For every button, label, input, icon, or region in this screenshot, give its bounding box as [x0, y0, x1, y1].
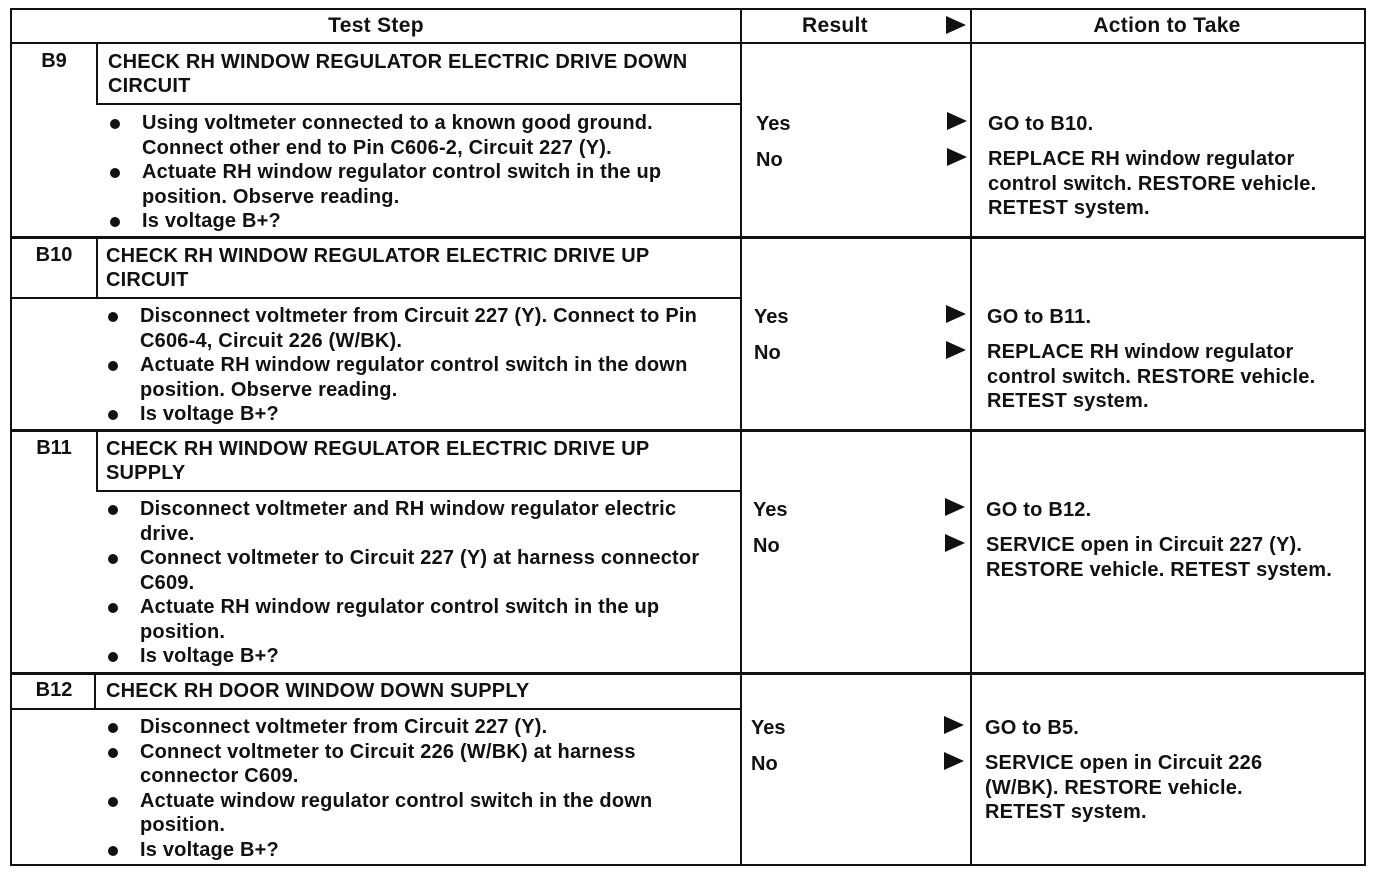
step-link: B10 — [1050, 113, 1088, 135]
bullet-item: Connect voltmeter to Circuit 226 (W/BK) at harness connector C609. — [104, 740, 714, 789]
bullet-item: Disconnect voltmeter from Circuit 227 (Y). — [104, 715, 714, 740]
bullet-item: Using voltmeter connected to a known good ground. Connect other end to Pin C606-2, Circuit 227 (Y). — [106, 111, 732, 160]
no-arrow-icon — [947, 148, 967, 166]
yes-arrow-icon — [946, 305, 966, 323]
bullet-item: Is voltage B+? — [104, 838, 714, 863]
action-text: GO to — [986, 499, 1049, 521]
bullet-item: Actuate RH window regulator control switch in the up position. Observe reading. — [106, 160, 732, 209]
step-id-divider — [96, 238, 98, 298]
header-result-arrow-icon — [946, 16, 966, 34]
result-no: No — [754, 342, 781, 364]
action-text: . — [1085, 306, 1092, 328]
no-arrow-icon — [944, 752, 964, 770]
yes-arrow-icon — [945, 498, 965, 516]
yes-arrow-icon — [947, 112, 967, 130]
result-no: No — [753, 535, 780, 557]
step-id: B10 — [35, 244, 73, 266]
bullet-item: Actuate RH window regulator control switch in the up position. — [104, 595, 704, 644]
header-result: Result — [740, 10, 970, 44]
action-text: GO to — [987, 306, 1050, 328]
row-divider — [12, 429, 1364, 432]
result-no: No — [751, 753, 778, 775]
no-arrow-icon — [945, 534, 965, 552]
step-id-divider — [94, 674, 96, 710]
step-id: B11 — [36, 437, 72, 459]
step-title: CHECK RH DOOR WINDOW DOWN SUPPLY — [106, 680, 530, 702]
action-yes — [988, 112, 1358, 137]
step-id: B9 — [41, 50, 67, 72]
step-title-underline — [12, 708, 740, 710]
step-title: CHECK RH WINDOW REGULATOR ELECTRIC DRIVE DOWN CIRCUIT — [108, 51, 688, 97]
bullet-item: Disconnect voltmeter and RH window regulator electric drive. — [104, 497, 704, 546]
step-bullets — [104, 304, 734, 427]
header-test-step: Test Step — [12, 10, 740, 44]
action-yes — [985, 716, 1355, 741]
action-text: GO to — [985, 717, 1048, 739]
action-yes — [986, 498, 1356, 523]
step-bullets — [104, 715, 714, 862]
action-no: SERVICE open in Circuit 227 (Y). RESTORE vehicle. RETEST system. — [986, 534, 1332, 581]
step-link: B11 — [1049, 306, 1086, 328]
step-bullets — [104, 497, 704, 669]
bullet-item: Disconnect voltmeter from Circuit 227 (Y). Connect to Pin C606-4, Circuit 226 (W/BK). — [104, 304, 734, 353]
step-bullets — [106, 111, 732, 234]
divider-steps-result — [740, 10, 742, 864]
action-text: . — [1085, 499, 1092, 521]
action-text: GO to — [988, 113, 1051, 135]
step-title-underline — [12, 297, 740, 299]
result-yes: Yes — [754, 306, 789, 328]
step-title: CHECK RH WINDOW REGULATOR ELECTRIC DRIVE UP CIRCUIT — [106, 245, 650, 291]
step-id-divider — [96, 431, 98, 491]
result-yes: Yes — [756, 113, 791, 135]
bullet-item: Is voltage B+? — [106, 209, 732, 234]
header-action: Action to Take — [970, 10, 1364, 44]
action-text: . — [1087, 113, 1094, 135]
result-no: No — [756, 149, 783, 171]
step-link: B5 — [1047, 717, 1074, 739]
bullet-item: Actuate window regulator control switch in the down position. — [104, 789, 714, 838]
row-divider — [12, 236, 1364, 239]
step-title-underline — [96, 103, 740, 105]
diagnostic-table — [10, 8, 1366, 866]
divider-result-action — [970, 10, 972, 864]
bullet-item: Is voltage B+? — [104, 644, 704, 669]
step-link: B12 — [1048, 499, 1086, 521]
step-title-underline — [96, 490, 740, 492]
no-arrow-icon — [946, 341, 966, 359]
bullet-item: Is voltage B+? — [104, 402, 734, 427]
row-divider — [12, 672, 1364, 675]
yes-arrow-icon — [944, 716, 964, 734]
bullet-item: Actuate RH window regulator control switch in the down position. Observe reading. — [104, 353, 734, 402]
action-no: REPLACE RH window regulator control switch. RESTORE vehicle. RETEST system. — [988, 148, 1317, 219]
step-title: CHECK RH WINDOW REGULATOR ELECTRIC DRIVE UP SUPPLY — [106, 438, 650, 484]
step-id: B12 — [35, 679, 73, 701]
action-no: SERVICE open in Circuit 226 (W/BK). RESTORE vehicle. RETEST system. — [985, 752, 1263, 823]
action-text: . — [1073, 717, 1080, 739]
result-yes: Yes — [751, 717, 786, 739]
step-id-divider — [96, 44, 98, 104]
bullet-item: Connect voltmeter to Circuit 227 (Y) at harness connector C609. — [104, 546, 704, 595]
action-no: REPLACE RH window regulator control switch. RESTORE vehicle. RETEST system. — [987, 341, 1316, 412]
result-yes: Yes — [753, 499, 788, 521]
action-yes — [987, 305, 1357, 330]
